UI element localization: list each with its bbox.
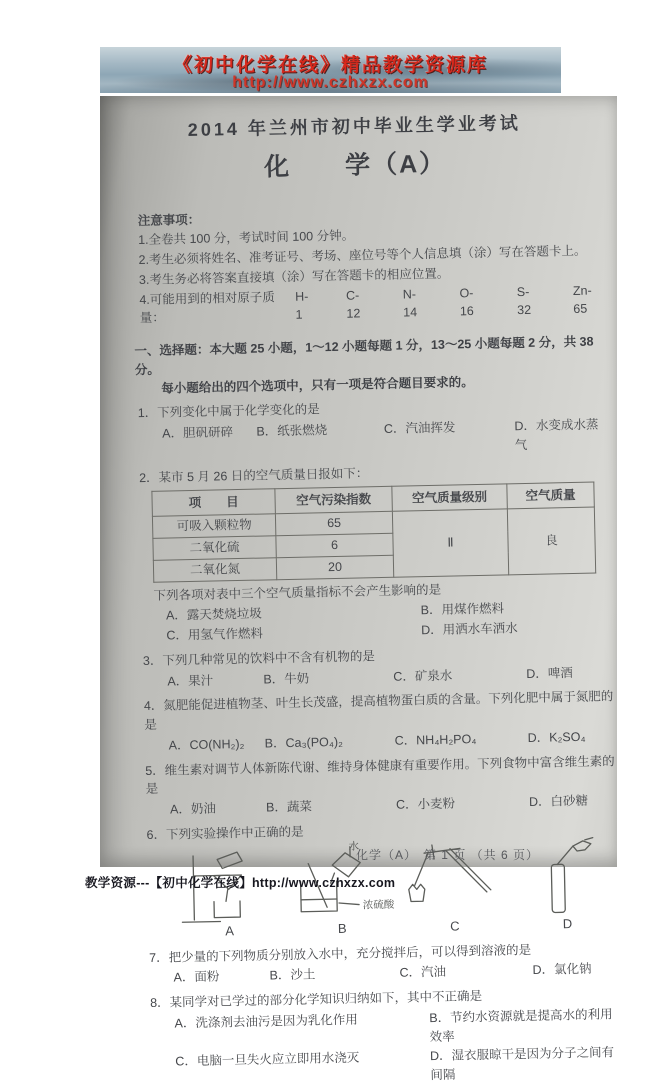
exam-title: 2014 年兰州市初中毕业生学业考试 — [96, 108, 613, 146]
question-options — [174, 1005, 622, 1090]
section-heading-line2: 每小题给出的四个选项中，只有一项是符合题目要求的。 — [161, 370, 604, 398]
question-8 — [150, 984, 623, 1091]
option-item: B．用煤作燃料 — [421, 597, 614, 620]
question-stem: 8．某同学对已学过的部分化学知识归纳如下，其中不正确是 — [150, 984, 621, 1013]
notes-block — [138, 202, 601, 328]
table-header-cell: 空气质量级别 — [392, 484, 507, 511]
option-item: A．洗涤剂去油污是因为乳化作用 — [174, 1009, 430, 1052]
page-number-footer: 化学（A） 第 1 页 （共 6 页） — [356, 846, 539, 864]
question-4 — [144, 687, 616, 755]
option-item: D．啤酒 — [526, 664, 573, 684]
option-item: D．水变成水蒸气 — [514, 415, 609, 454]
option-item: C．汽油 — [399, 961, 532, 983]
atomic-mass-item: N-14 — [403, 285, 426, 323]
table-cell: 6 — [276, 533, 393, 557]
diagram-label: D — [516, 913, 618, 935]
subject-title: 化 学（A） — [96, 142, 614, 190]
atomic-mass-item: C-12 — [346, 286, 369, 324]
option-item: B．Ca₃(PO₄)₂ — [265, 732, 395, 753]
option-item: D．K₂SO₄ — [527, 728, 585, 748]
question-stem: 1．下列变化中属于化学变化的是 — [138, 394, 609, 423]
question-2 — [139, 459, 614, 646]
option-item: C．电脑一旦失火应立即用水浇灭 — [175, 1047, 431, 1090]
option-item: A．果汁 — [167, 670, 263, 691]
table-header-cell: 项 目 — [152, 489, 275, 517]
question-stem: 2．某市 5 月 26 日的空气质量日报如下： — [139, 459, 610, 488]
option-item: D．用洒水车洒水 — [421, 617, 614, 640]
option-item: A．露天焚烧垃圾 — [166, 601, 421, 625]
note-item-3: 3.考生务必将答案直接填（涂）写在答题卡的相应位置。 — [139, 261, 600, 289]
table-cell: 二氧化氮 — [153, 557, 276, 581]
question-options — [166, 597, 614, 645]
question-stem: 5．维生素对调节人体新陈代谢、维持身体健康有重要作用。下列食物中富含维生素的是 — [145, 752, 617, 799]
atomic-mass-list — [295, 281, 601, 325]
table-cell: 二氧化硫 — [153, 536, 276, 560]
option-item: C．NH₄H₂PO₄ — [394, 729, 527, 751]
question-stem: 6．下列实验操作中正确的是 — [146, 816, 617, 845]
acid-annotation: 浓硫酸 — [363, 897, 395, 913]
question-options — [162, 415, 610, 462]
exam-paper-photo — [100, 96, 617, 867]
option-item: A．CO(NH₂)₂ — [169, 734, 265, 755]
table-cell: 20 — [276, 555, 393, 579]
atomic-mass-item: S-32 — [517, 282, 540, 320]
air-quality-table — [151, 482, 596, 583]
exam-paper-content — [95, 90, 628, 872]
table-header-cell: 空气污染指数 — [275, 487, 392, 514]
question-1 — [138, 394, 610, 462]
resource-caption: 教学资源---【初中化学在线】http://www.czhxzx.com — [85, 873, 395, 891]
atomic-mass-item: H-1 — [295, 287, 313, 325]
notes-heading: 注意事项： — [138, 202, 599, 230]
atomic-mass-item: Zn-65 — [573, 281, 601, 319]
diagram-label: A — [178, 920, 280, 942]
diagram-a — [177, 844, 281, 942]
site-banner — [100, 47, 561, 93]
section-heading — [134, 332, 604, 398]
option-item: C．用氢气作燃料 — [166, 621, 421, 645]
water-annotation: 水 — [348, 839, 359, 855]
table-cell: 65 — [275, 512, 392, 536]
option-item: B．沙土 — [269, 964, 399, 985]
table-cell-quality: 良 — [507, 507, 595, 574]
option-item: B．牛奶 — [263, 667, 393, 688]
section-heading-line1: 一、选择题：本大题 25 小题，1～12 小题每题 1 分，13～25 小题每题 2 分，共 38 分。 — [134, 332, 604, 379]
option-item: C．小麦粉 — [396, 793, 529, 815]
atomic-mass-label: 4.可能用到的相对原子质量： — [139, 287, 288, 328]
question-followup: 下列各项对表中三个空气质量指标不会产生影响的是 — [153, 577, 612, 605]
option-item: A．奶油 — [170, 799, 266, 820]
option-item: B．纸张燃烧 — [256, 420, 384, 460]
table-cell: 可吸入颗粒物 — [152, 514, 275, 538]
option-item: B．蔬菜 — [266, 796, 396, 817]
question-3 — [143, 642, 615, 691]
option-item: D．白砂糖 — [529, 792, 588, 812]
question-7 — [149, 939, 621, 988]
option-item: A．面粉 — [173, 967, 269, 988]
question-stem: 7．把少量的下列物质分别放入水中，充分搅拌后，可以得到溶液的是 — [149, 939, 620, 968]
banner-url: http://www.czhxzx.com — [100, 74, 561, 92]
option-item: D．氯化钠 — [532, 960, 591, 980]
option-item: C．汽油挥发 — [384, 417, 515, 457]
note-item-1: 1.全卷共 100 分，考试时间 100 分钟。 — [138, 222, 599, 250]
question-5 — [145, 752, 617, 820]
option-item: A．胆矾研碎 — [162, 423, 257, 462]
option-item: B．节约水资源就是提高水的利用效率 — [429, 1005, 622, 1047]
note-item-2: 2.考生必须将姓名、准考证号、考场、座位号等个人信息填（涂）写在答题卡上。 — [138, 241, 599, 269]
question-stem: 3．下列几种常见的饮料中不含有机物的是 — [143, 642, 614, 671]
banner-title: 《初中化学在线》精品教学资源库 — [100, 50, 561, 77]
atomic-mass-item: O-16 — [459, 283, 483, 321]
table-cell-level: Ⅱ — [392, 509, 508, 577]
option-item: C．矿泉水 — [393, 665, 526, 687]
table-header-cell: 空气质量 — [507, 482, 595, 509]
diagram-label: C — [404, 916, 506, 938]
diagram-label: B — [291, 918, 393, 940]
question-stem: 4．氮肥能促进植物茎、叶生长茂盛，提高植物蛋白质的含量。下列化肥中属于氮肥的是 — [144, 687, 616, 734]
option-item: D．湿衣服晾干是因为分子之间有间隔 — [430, 1043, 623, 1085]
